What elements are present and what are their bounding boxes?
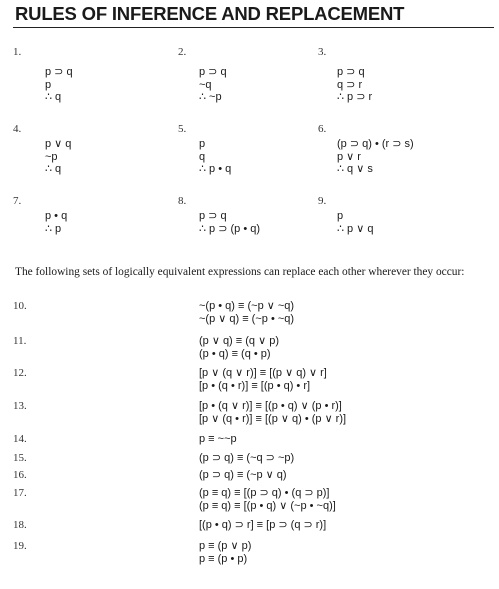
- rule-line: ∴ q ∨ s: [337, 163, 373, 175]
- rule-number: 16.: [13, 469, 27, 481]
- rule-number: 11.: [13, 335, 27, 347]
- equivalence-line: (p ≡ q) ≡ [(p • q) ∨ (~p • ~q)]: [199, 499, 336, 512]
- equivalence-line: ~(p ∨ q) ≡ (~p • ~q): [199, 312, 295, 325]
- equivalence-line: (p ⊃ q) ≡ (~q ⊃ ~p): [199, 452, 295, 464]
- rule-line: p ⊃ q: [199, 210, 227, 222]
- equivalence-line: p ≡ (p • p): [199, 552, 248, 565]
- rule-line: ∴ p • q: [199, 163, 232, 175]
- rule-number: 1.: [13, 46, 22, 58]
- equivalence-line: (p ∨ q) ≡ (q ∨ p): [199, 335, 279, 347]
- equivalence-line: (p ≡ q) ≡ [(p ⊃ q) • (q ⊃ p)]: [199, 487, 330, 499]
- rule-line: ∴ p ∨ q: [337, 222, 374, 235]
- rule-line: p ⊃ q: [199, 66, 227, 78]
- rule-line: ∴ ~p: [199, 91, 222, 103]
- rule-line: p ∨ q: [45, 138, 72, 150]
- rule-number: 15.: [13, 452, 27, 464]
- page-title: RULES OF INFERENCE AND REPLACEMENT: [15, 3, 405, 24]
- equivalence-line: (p • q) ≡ (q • p): [199, 347, 271, 360]
- rule-line: ∴ p ⊃ (p • q): [199, 222, 261, 235]
- rule-line: q: [199, 150, 206, 163]
- rule-number: 13.: [13, 400, 27, 412]
- rule-number: 7.: [13, 195, 22, 207]
- rule-line: p: [337, 210, 344, 222]
- rule-line: p: [45, 78, 52, 91]
- rule-number: 12.: [13, 367, 27, 379]
- rule-number: 9.: [318, 195, 327, 207]
- rule-line: ~p: [45, 150, 58, 163]
- rule-number: 5.: [178, 123, 187, 135]
- equivalence-line: [p • (q • r)] ≡ [(p • q) • r]: [199, 379, 311, 392]
- rule-number: 6.: [318, 123, 327, 135]
- rule-number: 17.: [13, 487, 27, 499]
- rule-number: 14.: [13, 433, 27, 445]
- rule-line: ∴ p: [45, 222, 62, 235]
- rule-line: q ⊃ r: [337, 78, 363, 91]
- equivalence-line: [p ∨ (q ∨ r)] ≡ [(p ∨ q) ∨ r]: [199, 367, 327, 379]
- equivalence-line: p ≡ ~~p: [199, 433, 237, 445]
- equivalence-line: [p • (q ∨ r)] ≡ [(p • q) ∨ (p • r)]: [199, 400, 342, 412]
- replacement-intro: The following sets of logically equivalent expressions can replace each other wherever they occur:: [15, 266, 465, 278]
- equivalence-line: ~(p • q) ≡ (~p ∨ ~q): [199, 300, 295, 312]
- rule-line: p ∨ r: [337, 150, 361, 163]
- rule-line: ∴ q: [45, 91, 62, 103]
- equivalence-line: [p ∨ (q • r)] ≡ [(p ∨ q) • (p ∨ r)]: [199, 412, 347, 425]
- rule-line: (p ⊃ q) • (r ⊃ s): [337, 138, 414, 150]
- rule-number: 4.: [13, 123, 22, 135]
- rule-line: p • q: [45, 210, 68, 222]
- rule-line: ∴ q: [45, 163, 62, 175]
- equivalence-line: (p ⊃ q) ≡ (~p ∨ q): [199, 469, 287, 481]
- title-underline: [13, 27, 494, 28]
- equivalence-line: [(p • q) ⊃ r] ≡ [p ⊃ (q ⊃ r)]: [199, 519, 327, 531]
- rule-number: 2.: [178, 46, 187, 58]
- equivalence-line: p ≡ (p ∨ p): [199, 540, 252, 552]
- rule-number: 10.: [13, 300, 27, 312]
- rule-number: 18.: [13, 519, 27, 531]
- rule-number: 19.: [13, 540, 27, 552]
- rule-line: ∴ p ⊃ r: [337, 91, 373, 103]
- rule-number: 3.: [318, 46, 327, 58]
- rule-number: 8.: [178, 195, 187, 207]
- rule-line: p: [199, 138, 206, 150]
- rule-line: p ⊃ q: [337, 66, 365, 78]
- rule-line: p ⊃ q: [45, 66, 73, 78]
- rule-line: ~q: [199, 78, 212, 91]
